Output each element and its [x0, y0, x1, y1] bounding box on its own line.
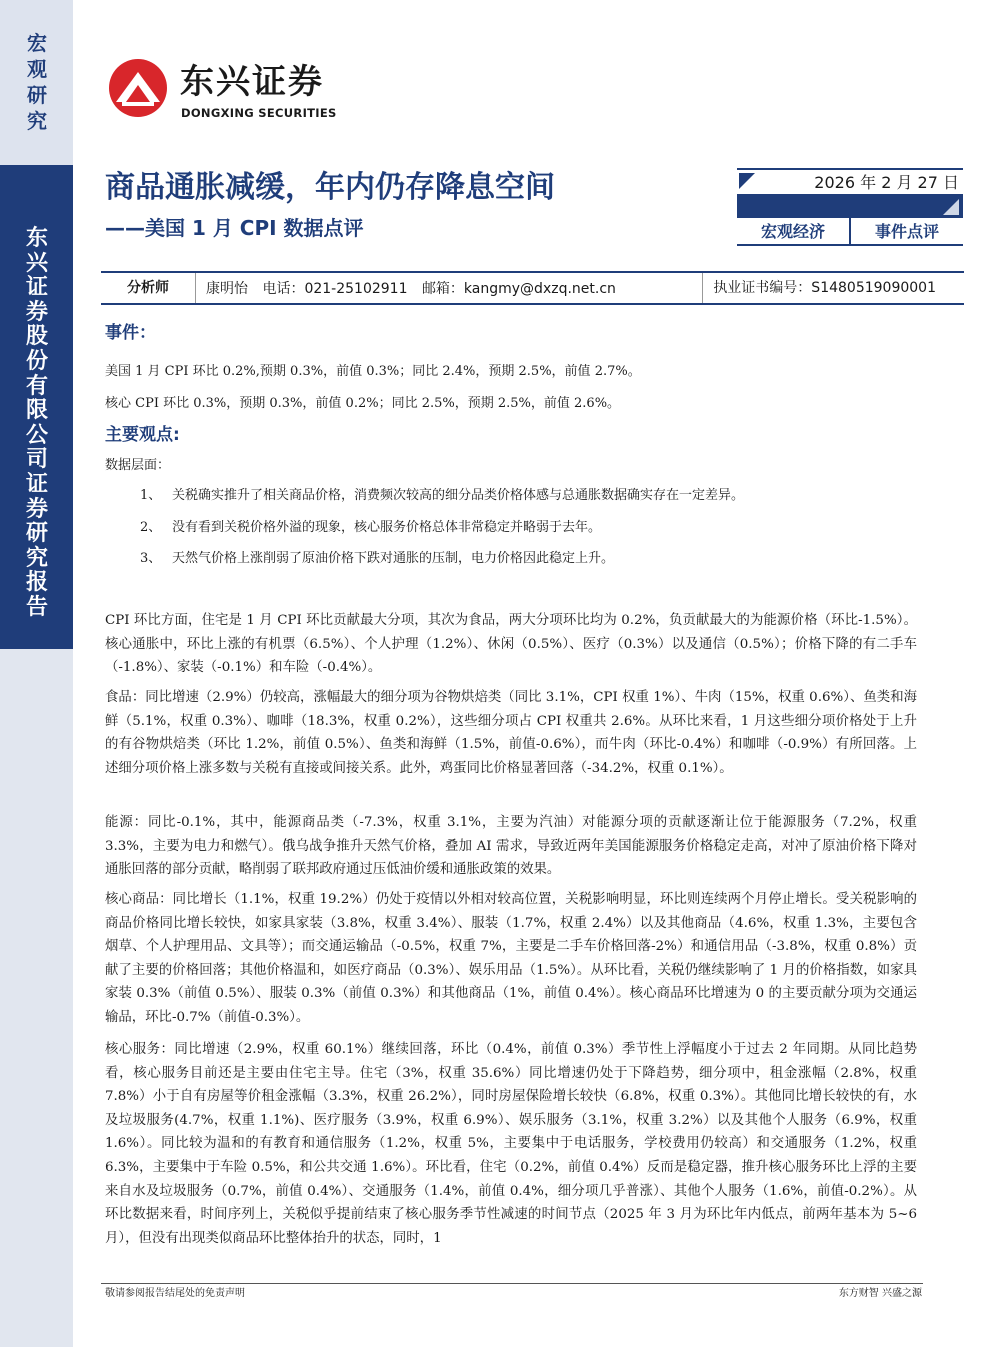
paragraph-core-services: 核心服务：同比增速（2.9%，权重 60.1%）继续回落，环比（0.4%，前值 0.3%）季节性上浮幅度小于过去 2 年同期。从同比趋势看，核心服务目前还是主要由住宅主导。住宅（3%，权重 35.6%）同比增速仍处于下降趋势，细分项中，租金涨幅（2.8%，权重 7.8%）小于自有房屋等价租金涨幅（3.3%，权重 26.2%），同时房屋保险增长较快（6.8%，权重 0.3%）。其他同比增长较快的有，水及垃圾服务(4.7%，权重 1.1%)、医疗服务（3.9%，权重 6.9%）、娱乐服务（3.1%，权重 3.2%）以及其他个人服务（6.9%，权重 1.6%）。同比较为温和的有教育和通信服务（1.2%，权重 5%，主要集中于电话服务，学校费用仍较高）和交通服务（1.2%，权重 6.3%，主要集中于车险 0.5%，和公共交通 1.6%）。环比看，住宅（0.2%，前值 0.4%）反而是稳定器，推升核心服务环比上浮的主要来自水及垃圾服务（0.7%，前值 0.4%）、交通服务（1.4%，前值 0.4%，细分项几乎普涨）、其他个人服务（1.6%，前值-0.2%）。从环比数据来看，时间序列上，关税似乎提前结束了核心服务季节性减速的时间节点（2025 年 3 月为环比年内低点，前两年基本为 5~6 月），但没有出现类似商品环比整体抬升的状态，同时，1	[105, 1042, 917, 1246]
tag-macro-economy: 宏观经济	[760, 222, 825, 241]
event-line-core: 核心 CPI 环比 0.3%，预期 0.3%，前值 0.2%；同比 2.5%，预期 2.5%，前值 2.6%。	[105, 396, 621, 411]
analyst-row	[101, 271, 964, 305]
analyst-name: 康明怡	[206, 281, 248, 297]
tag-event-comment: 事件点评	[849, 218, 963, 244]
report-tags	[737, 218, 963, 246]
view-item-text: 天然气价格上涨削弱了原油价格下跌对通胀的压制，电力价格因此稳定上升。	[172, 551, 615, 566]
info-box-band	[737, 196, 963, 218]
paragraph-core-goods: 核心商品：同比增长（1.1%，权重 19.2%）仍处于疫情以外相对较高位置，关税影响明显，环比则连续两个月停止增长。受关税影响的商品价格同比增长较快，如家具家装（3.8%，权重 3.4%）、服装（1.7%，权重 2.4%）以及其他商品（4.6%，权重 1.3%，主要包含烟草、个人护理用品、文具等）；而交通运输品（-0.5%，权重 7%，主要是二手车价格回落-2%）和通信用品（-3.8%，权重 0.8%）贡献了主要的价格回落；其他价格温和，如医疗商品（0.3%）、娱乐用品（1.5%）。从环比看，关税仍继续影响了 1 月的价格指数，如家具家装 0.3%（前值 0.5%）、服装 0.3%（前值 0.3%）和其他商品（1%，前值 0.4%）。核心商品环比增速为 0 的主要贡献分项为交通运输品，环比-0.7%（前值-0.3%）。	[105, 892, 917, 1025]
event-heading: 事件：	[105, 323, 156, 343]
logo-name-cn: 东兴证券	[180, 62, 324, 102]
view-item-number: 3、	[140, 551, 162, 566]
footer-divider	[101, 1283, 923, 1284]
corner-triangle-icon	[739, 173, 755, 189]
analyst-phone: 电话：021-25102911	[262, 281, 408, 297]
sidebar-top	[0, 0, 73, 165]
view-item-text: 没有看到关税价格外溢的现象，核心服务价格总体非常稳定并略弱于去年。	[172, 520, 602, 535]
sidebar-top-label: 宏观研究	[27, 31, 47, 133]
sidebar-bottom	[0, 649, 73, 1347]
analyst-info	[196, 278, 702, 298]
view-item-number: 1、	[140, 488, 162, 503]
report-date: 2026 年 2 月 27 日	[814, 173, 959, 192]
report-subtitle: ——美国 1 月 CPI 数据点评	[105, 216, 364, 240]
views-intro: 数据层面：	[105, 458, 171, 473]
logo-name-en: DONGXING SECURITIES	[181, 106, 337, 120]
footer-slogan: 东方财智 兴盛之源	[838, 1288, 922, 1299]
report-title: 商品通胀减缓，年内仍存降息空间	[105, 170, 555, 205]
report-info-box	[737, 168, 963, 248]
view-item-number: 2、	[140, 520, 162, 535]
sidebar-main	[0, 165, 73, 649]
band-triangle-icon	[943, 199, 959, 215]
analyst-email[interactable]: 邮箱：kangmy@dxzq.net.cn	[421, 281, 616, 297]
view-item	[140, 518, 601, 538]
sidebar-main-label: 东兴证券股份有限公司证券研究报告	[25, 226, 48, 620]
view-item	[140, 486, 744, 506]
analyst-label: 分析师	[101, 273, 196, 303]
paragraph-cpi-mom: CPI 环比方面，住宅是 1 月 CPI 环比贡献最大分项，其次为食品，两大分项环比均为 0.2%，负贡献最大的为能源价格（环比-1.5%）。核心通胀中，环比上涨的有机票（6.5%）、个人护理（1.2%）、休闲（0.5%）、医疗（0.3%）以及通信（0.5%）；价格下降的有二手车（-1.8%）、家装（-0.1%）和车险（-0.4%）。	[105, 613, 917, 676]
event-line-headline: 美国 1 月 CPI 环比 0.2%,预期 0.3%，前值 0.3%；同比 2.4%，预期 2.5%，前值 2.7%。	[105, 364, 641, 379]
dongxing-logo-icon	[108, 58, 168, 118]
view-item-text: 关税确实推升了相关商品价格，消费频次较高的细分品类价格体感与总通胀数据确实存在一定差异。	[172, 488, 745, 503]
footer-disclaimer: 敬请参阅报告结尾处的免责声明	[105, 1288, 245, 1299]
date-row	[737, 168, 963, 196]
analyst-cert: 执业证书编号：S1480519090001	[702, 273, 964, 303]
view-item	[140, 549, 614, 569]
views-heading: 主要观点:	[105, 425, 180, 445]
paragraph-food: 食品：同比增速（2.9%）仍较高，涨幅最大的细分项为谷物烘焙类（同比 3.1%，CPI 权重 1%）、牛肉（15%，权重 0.6%）、鱼类和海鲜（5.1%，权重 0.3%）、咖啡（18.3%，权重 0.2%），这些细分项占 CPI 权重共 2.6%。从环比来看，1 月这些细分项价格处于上升的有谷物烘焙类（环比 1.2%，前值 0.5%）、鱼类和海鲜（1.5%，前值-0.6%），而牛肉（环比-0.4%）和咖啡（-0.9%）有所回落。上述细分项价格上涨多数与关税有直接或间接关系。此外，鸡蛋同比价格显著回落（-34.2%，权重 0.1%）。	[105, 690, 917, 776]
paragraph-energy: 能源：同比-0.1%，其中，能源商品类（-7.3%，权重 3.1%，主要为汽油）对能源分项的贡献逐渐让位于能源服务（7.2%，权重 3.3%，主要为电力和燃气）。俄乌战争推升天然气价格，叠加 AI 需求，导致近两年美国能源服务价格稳定走高，对冲了原油价格下降对通胀回落的部分贡献，略削弱了联邦政府通过压低油价缓和通胀政策的效果。	[105, 815, 917, 878]
